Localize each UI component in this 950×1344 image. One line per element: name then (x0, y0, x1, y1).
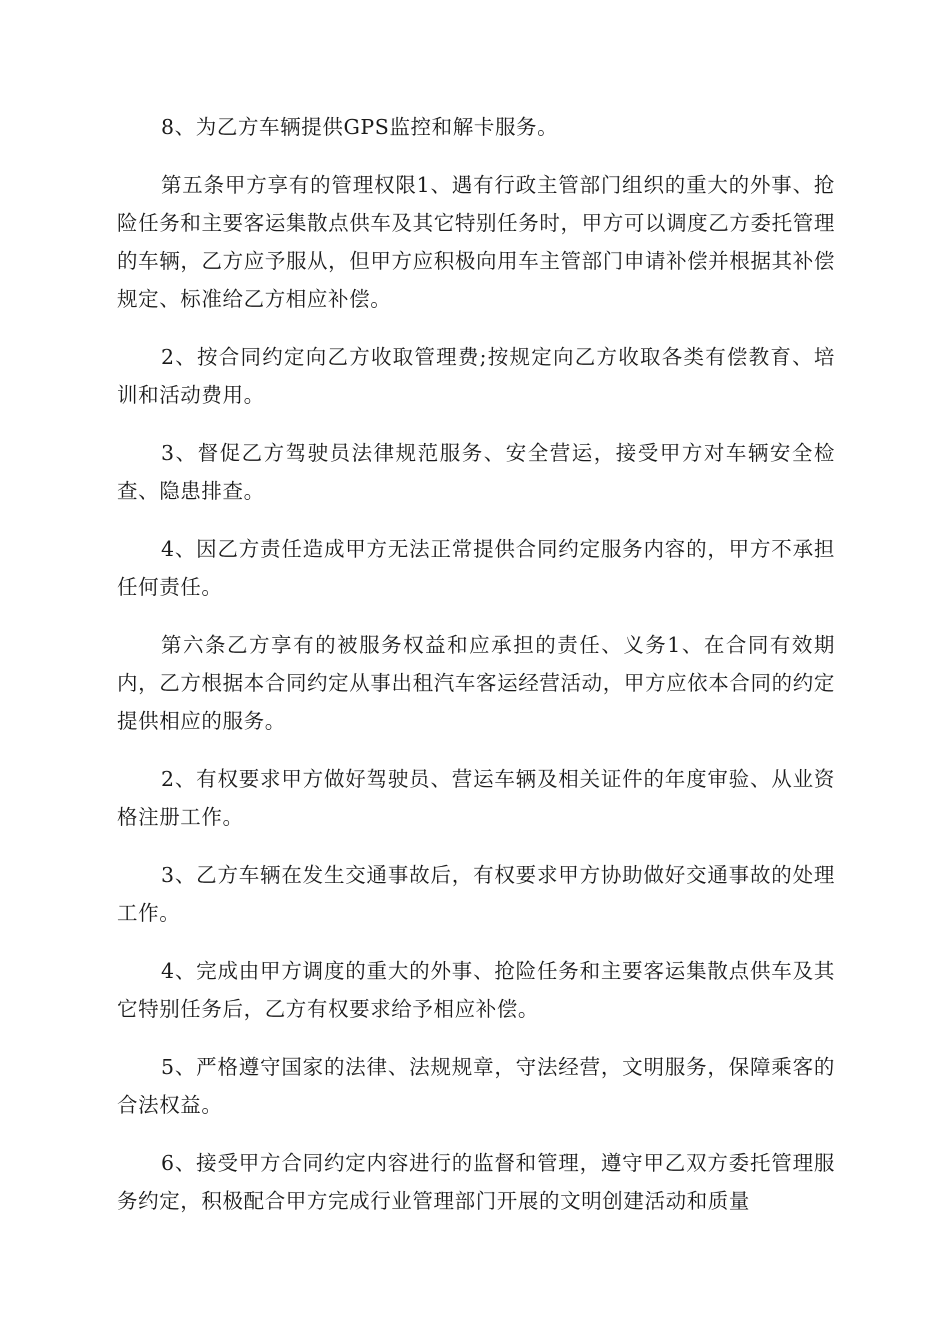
paragraph-gps-service: 8、为乙方车辆提供GPS监控和解卡服务。 (161, 115, 559, 139)
paragraph-legal-compliance: 5、严格遵守国家的法律、法规规章，守法经营，文明服务，保障乘客的合法权益。 (117, 1055, 835, 1117)
paragraph-annual-review: 2、有权要求甲方做好驾驶员、营运车辆及相关证件的年度审验、从业资格注册工作。 (117, 767, 835, 829)
paragraph-article-5: 第五条甲方享有的管理权限1、遇有行政主管部门组织的重大的外事、抢险任务和主要客运集散点供车及其它特别任务时，甲方可以调度乙方委托管理的车辆，乙方应予服从，但甲方应积极向用车主管部门申请补偿并根据其补偿规定、标准给乙方相应补偿。 (117, 173, 835, 311)
document-body (117, 108, 835, 1240)
paragraph-article-6: 第六条乙方享有的被服务权益和应承担的责任、义务1、在合同有效期内，乙方根据本合同约定从事出租汽车客运经营活动，甲方应依本合同的约定提供相应的服务。 (117, 633, 835, 733)
paragraph-safety-supervision: 3、督促乙方驾驶员法律规范服务、安全营运，接受甲方对车辆安全检查、隐患排查。 (117, 441, 835, 503)
paragraph-accident-handling: 3、乙方车辆在发生交通事故后，有权要求甲方协助做好交通事故的处理工作。 (117, 863, 835, 925)
paragraph-special-task-compensation: 4、完成由甲方调度的重大的外事、抢险任务和主要客运集散点供车及其它特别任务后，乙方有权要求给予相应补偿。 (117, 959, 835, 1021)
paragraph-supervision-acceptance: 6、接受甲方合同约定内容进行的监督和管理，遵守甲乙双方委托管理服务约定，积极配合甲方完成行业管理部门开展的文明创建活动和质量 (117, 1151, 835, 1213)
paragraph-liability-exemption: 4、因乙方责任造成甲方无法正常提供合同约定服务内容的，甲方不承担任何责任。 (117, 537, 835, 599)
paragraph-management-fee: 2、按合同约定向乙方收取管理费;按规定向乙方收取各类有偿教育、培训和活动费用。 (117, 345, 835, 407)
